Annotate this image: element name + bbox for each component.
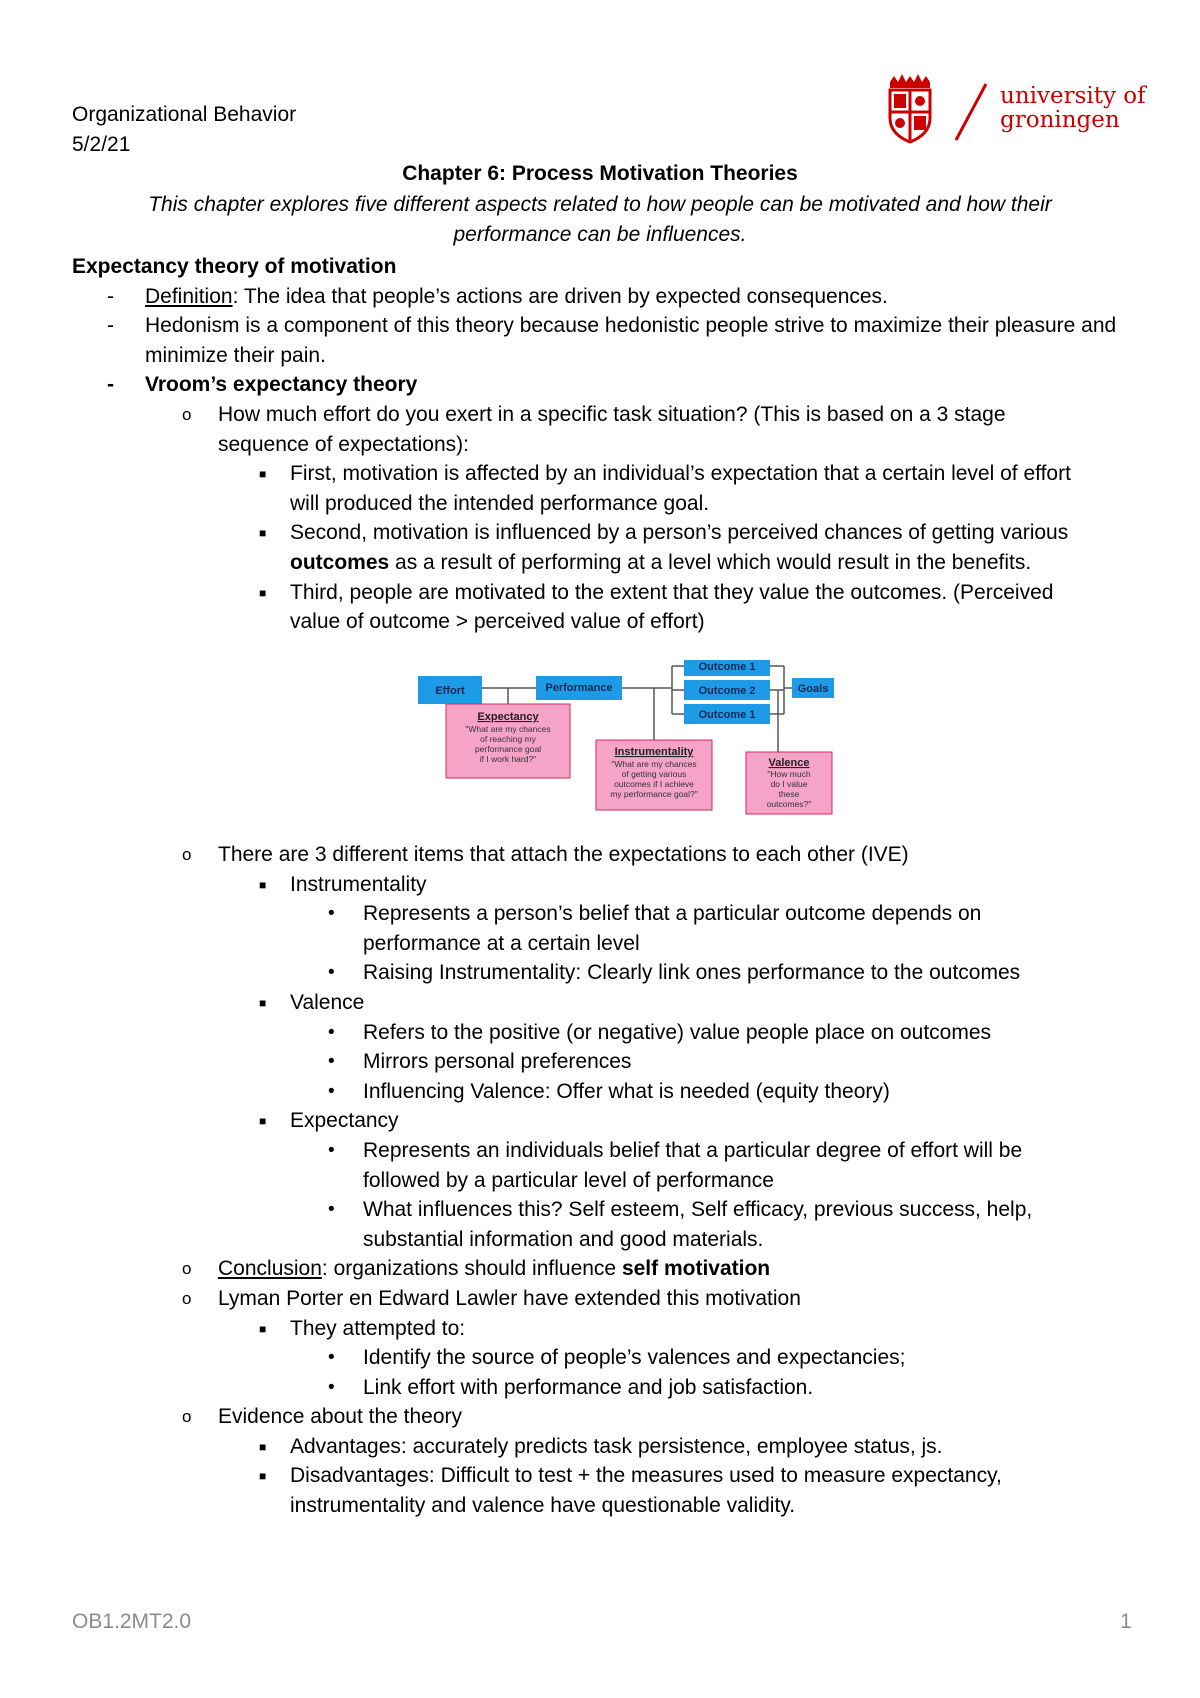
svg-text:Valence: Valence [768,757,810,769]
list-item: • Link effort with performance and job satisfaction. [328,1375,814,1399]
list-item: ■ First, motivation is affected by an individual’s expectation that a certain level of effort [259,462,1071,486]
list-item: o Lyman Porter en Edward Lawler have extended this motivation [182,1286,801,1310]
list-item-continued: performance at a certain level [363,931,640,955]
svg-text:"What are my chances: "What are my chances [465,724,551,734]
performance-label: Performance [545,682,613,694]
svg-text:these: these [778,789,800,799]
chapter-title: Chapter 6: Process Motivation Theories [402,162,798,185]
section-heading: Expectancy theory of motivation [72,255,397,278]
expectancy-diagram [416,660,856,820]
list-item: - Definition: The idea that people’s actions are driven by expected consequences. [107,284,888,308]
list-item: - Hedonism is a component of this theory because hedonistic people strive to maximize their pleasure and minimize their pain. [107,314,1117,367]
list-item: • Refers to the positive (or negative) value people place on outcomes [328,1020,992,1044]
list-item: • What influences this? Self esteem, Self efficacy, previous success, help, [328,1198,1033,1222]
list-item: o Conclusion: organizations should influence self motivation [182,1257,771,1281]
content-top [72,252,1152,637]
list-item: ■ Second, motivation is influenced by a person’s perceived chances of getting various [259,521,1069,545]
list-item: ■ Valence [259,990,365,1014]
list-item-continued: sequence of expectations): [218,432,469,456]
list-item: o Evidence about the theory [182,1405,463,1429]
outcome-1-label: Outcome 1 [698,661,756,673]
list-item-continued: substantial information and good materials. [363,1227,764,1251]
list-item: ■ They attempted to: [259,1316,466,1340]
list-item: • Raising Instrumentality: Clearly link ones performance to the outcomes [328,961,1021,985]
svg-text:Instrumentality: Instrumentality [614,746,694,758]
list-item: - Vroom’s expectancy theory [107,373,418,397]
list-item: ■ Third, people are motivated to the extent that they value the outcomes. (Perceived [259,580,1054,604]
svg-text:of getting various: of getting various [621,769,687,779]
page-number: 1 [1120,1610,1132,1633]
definition-label: Definition [145,284,233,308]
outcome-3-label: Outcome 1 [698,709,756,721]
goals-label: Goals [797,683,829,695]
svg-text:do I value: do I value [770,779,808,789]
list-item: o How much effort do you exert in a specific task situation? (This is based on a 3 stage [182,402,1006,426]
svg-text:of reaching my: of reaching my [480,734,536,744]
list-item: • Mirrors personal preferences [328,1050,632,1074]
svg-text:my performance goal?": my performance goal?" [610,789,698,799]
list-item-continued: followed by a particular level of performance [363,1168,774,1192]
effort-label: Effort [435,685,465,697]
list-item-continued: instrumentality and valence have questionable validity. [290,1494,796,1518]
content-bottom [72,840,1152,1521]
logo-line-1: university of [1000,83,1146,109]
list-item: • Represents an individuals belief that a particular degree of effort will be [328,1138,1023,1162]
logo-wordmark [1000,84,1146,132]
list-item: ■ Advantages: accurately predicts task persistence, employee status, js. [259,1434,943,1458]
svg-text:"What are my chances: "What are my chances [611,759,697,769]
course-title: Organizational Behavior [72,103,297,126]
list-item: ■ Disadvantages: Difficult to test + the measures used to measure expectancy, [259,1464,1002,1488]
svg-text:Expectancy: Expectancy [477,711,539,723]
svg-text:outcomes if I achieve: outcomes if I achieve [614,779,694,789]
list-item: o There are 3 different items that attach the expectations to each other (IVE) [182,843,909,866]
list-item: ■ Expectancy [259,1109,399,1133]
list-item: • Represents a person’s belief that a particular outcome depends on [328,902,982,926]
svg-text:if I work hard?": if I work hard?" [479,754,537,764]
outcome-2-label: Outcome 2 [698,685,756,697]
conclusion-label: Conclusion [218,1257,322,1281]
list-item-continued: value of outcome > perceived value of effort) [290,610,705,634]
list-item: ■ Instrumentality [259,872,427,896]
document-date: 5/2/21 [72,133,131,156]
chapter-intro: This chapter explores five different aspects related to how people can be motivated and how their performance can be influences. [148,193,1052,246]
footer-code: OB1.2MT2.0 [72,1610,192,1633]
logo-line-2: groningen [1000,107,1120,133]
svg-text:"How much: "How much [767,769,811,779]
svg-text:outcomes?": outcomes?" [766,799,812,809]
list-item: • Identify the source of people’s valences and expectancies; [328,1346,906,1370]
svg-text:performance goal: performance goal [474,744,542,754]
list-item: • Influencing Valence: Offer what is needed (equity theory) [328,1079,890,1103]
list-item-continued: outcomes as a result of performing at a level which would result in the benefits. [290,550,1032,574]
list-item-continued: will produced the intended performance goal. [290,491,710,515]
